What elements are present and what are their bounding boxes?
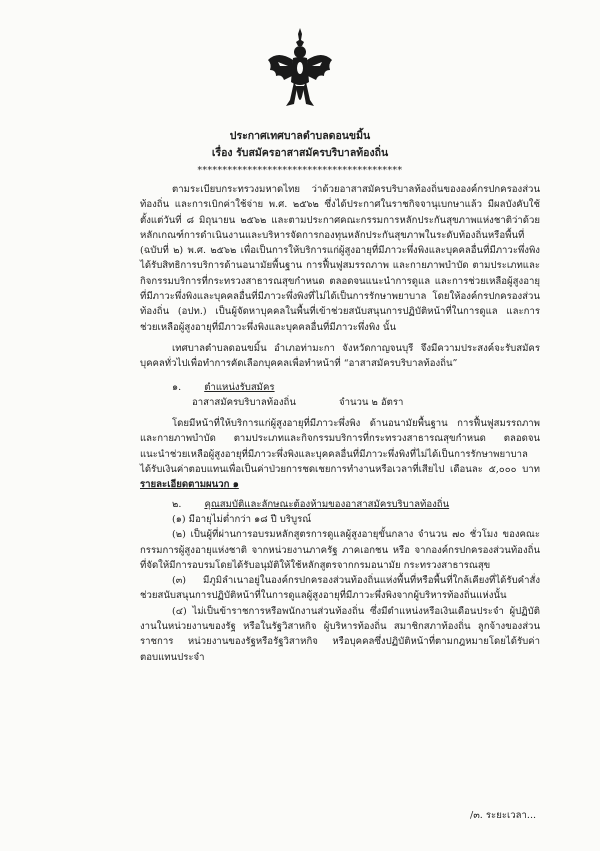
position-quantity: จำนวน ๒ อัตรา: [338, 396, 404, 408]
section-2-number: ๒.: [172, 498, 182, 510]
qualification-item-3: (๓) มีภูมิลำเนาอยู่ในองค์กรปกครองส่วนท้องถิ่นแห่งพื้นที่หรือพื้นที่ใกล้เคียงที่ได้รับคำสั่งช่วยสนับสนุนการปฏิบัติหน้าที่ในการดูแลผู้สูงอายุที่มีภาวะพึ่งพิงจากผู้บริหารท้องถิ่นแห่งนั้น: [140, 575, 540, 602]
announcement-header: [0, 128, 600, 162]
qualification-item-2: (๒) เป็นผู้ที่ผ่านการอบรมหลักสูตรการดูแลผู้สูงอายุขั้นกลาง จำนวน ๗๐ ชั่วโมง ของคณะกรรมการผู้สูงอายุแห่งชาติ จากหน่วยงานภาครัฐ ภาคเอกชน หรือ จากองค์กรปกครองส่วนท้องถิ่นที่จัดให้มีการอบรมโดยได้รับอนุมัติให้ใช้หลักสูตรจากกรมอนามัย กระทรวงสาธารณสุข: [140, 529, 540, 571]
continuation-note: /๓. ระยะเวลา...: [470, 810, 537, 821]
qualification-item-4: (๔) ไม่เป็นข้าราชการหรือพนักงานส่วนท้องถิ่น ซึ่งมีตำแหน่งหรือเงินเดือนประจำ ผู้ปฏิบัติงานในหน่วยงานของรัฐ หรือในรัฐวิสาหกิจ ผู้บริหารท้องถิ่น สมาชิกสภาท้องถิ่น ลูกจ้างของส่วนราชการ หน่วยงานของรัฐหรือรัฐวิสาหกิจ หรือบุคคลซึ่งปฏิบัติหน้าที่ตามกฎหมายโดยได้รับค่าตอบแทนประจำ: [140, 605, 540, 663]
section-2-heading: [140, 497, 540, 512]
position-name: อาสาสมัครบริบาลท้องถิ่น: [192, 396, 296, 408]
section-1-heading: [140, 380, 540, 395]
section-2: [140, 497, 540, 665]
separator-stars: *****************************************: [197, 166, 403, 176]
paragraph-intro: ตามระเบียบกระทรวงมหาดไทย ว่าด้วยอาสาสมัครบริบาลท้องถิ่นขององค์กรปกครองส่วนท้องถิ่น และการเบิกค่าใช้จ่าย พ.ศ. ๒๕๖๒ ซึ่งได้ประกาศในราชกิจจานุเบกษาแล้ว มีผลบังคับใช้ตั้งแต่วันที่ ๘ มิถุนายน ๒๕๖๒ และตามประกาศคณะกรรมการหลักประกันสุขภาพแห่งชาติว่าด้วยหลักเกณฑ์การดำเนินงานและบริหารจัดการกองทุนหลักประกันสุขภาพในระดับท้องถิ่นหรือพื้นที่ (ฉบับที่ ๒) พ.ศ. ๒๕๖๒ เพื่อเป็นการให้บริการแก่ผู้สูงอายุที่มีภาวะพึ่งพิงและบุคคลอื่นที่มีภาวะพึ่งพิง ได้รับสิทธิการบริการด้านอนามัยพื้นฐาน การฟื้นฟูสมรรถภาพ และกายภาพบำบัด ตามประเภทและกิจกรรมบริการที่กระทรวงสาธารณสุขกำหนด ตลอดจนแนะนำการดูแล และการช่วยเหลือผู้สูงอายุที่มีภาวะพึ่งพิงและบุคคลอื่นที่มีภาวะพึ่งพิงที่ไม่ได้เป็นการรักษาพยาบาล โดยให้องค์กรปกครองส่วนท้องถิ่น (อปท.) เป็นผู้จัดหาบุคคลในพื้นที่เข้าช่วยสนับสนุนการปฏิบัติหน้าที่ในการดูแล และการช่วยเหลือผู้สูงอายุที่มีภาวะพึ่งพิงและบุคคลอื่นที่มีภาวะพึ่งพิง นั้น: [140, 184, 540, 333]
position-row: [140, 395, 540, 410]
section-2-title: คุณสมบัติและลักษณะต้องห้ามของอาสาสมัครบริบาลท้องถิ่น: [204, 498, 450, 510]
qualification-item-1: (๑) มีอายุไม่ต่ำกว่า ๑๘ ปี บริบูรณ์: [172, 513, 312, 525]
section-1-description: โดยมีหน้าที่ให้บริการแก่ผู้สูงอายุที่มีภาวะพึ่งพิง ด้านอนามัยพื้นฐาน การฟื้นฟูสมรรถภาพ และกายภาพบำบัด ตามประเภทและกิจกรรมบริการที่กระทรวงสาธารณสุขกำหนด ตลอดจนแนะนำช่วยเหลือผู้สูงอายุที่มีภาวะพึ่งพิงและบุคคลอื่นที่มีภาวะพึ่งพิงที่ไม่ได้เป็นการรักษาพยาบาล ได้รับเงินค่าตอบแทนเพื่อเป็นค่าป่วยการชดเชยการทำงานหรือเวลาที่เสียไป เดือนละ ๕,๐๐๐ บาท รายละเอียดตามผนวก ๑: [140, 418, 540, 491]
section-1: [140, 380, 540, 493]
garuda-emblem-icon: [266, 26, 334, 118]
announcement-title: ประกาศเทศบาลตำบลดอนขมิ้น: [229, 130, 371, 142]
annex-reference: รายละเอียดตามผนวก ๑: [140, 479, 239, 491]
paragraph-purpose: เทศบาลตำบลดอนขมิ้น อำเภอท่ามะกา จังหวัดกาญจนบุรี จึงมีความประสงค์จะรับสมัครบุคคลทั่วไปเพื่อทำการคัดเลือกบุคคลเพื่อทำหน้าที่ “อาสาสมัครบริบาลท้องถิ่น”: [140, 342, 540, 370]
announcement-subject: เรื่อง รับสมัครอาสาสมัครบริบาลท้องถิ่น: [211, 147, 389, 159]
section-1-number: ๑.: [172, 381, 182, 393]
section-1-title: ตำแหน่งรับสมัคร: [204, 381, 275, 393]
document-body: [140, 182, 540, 665]
